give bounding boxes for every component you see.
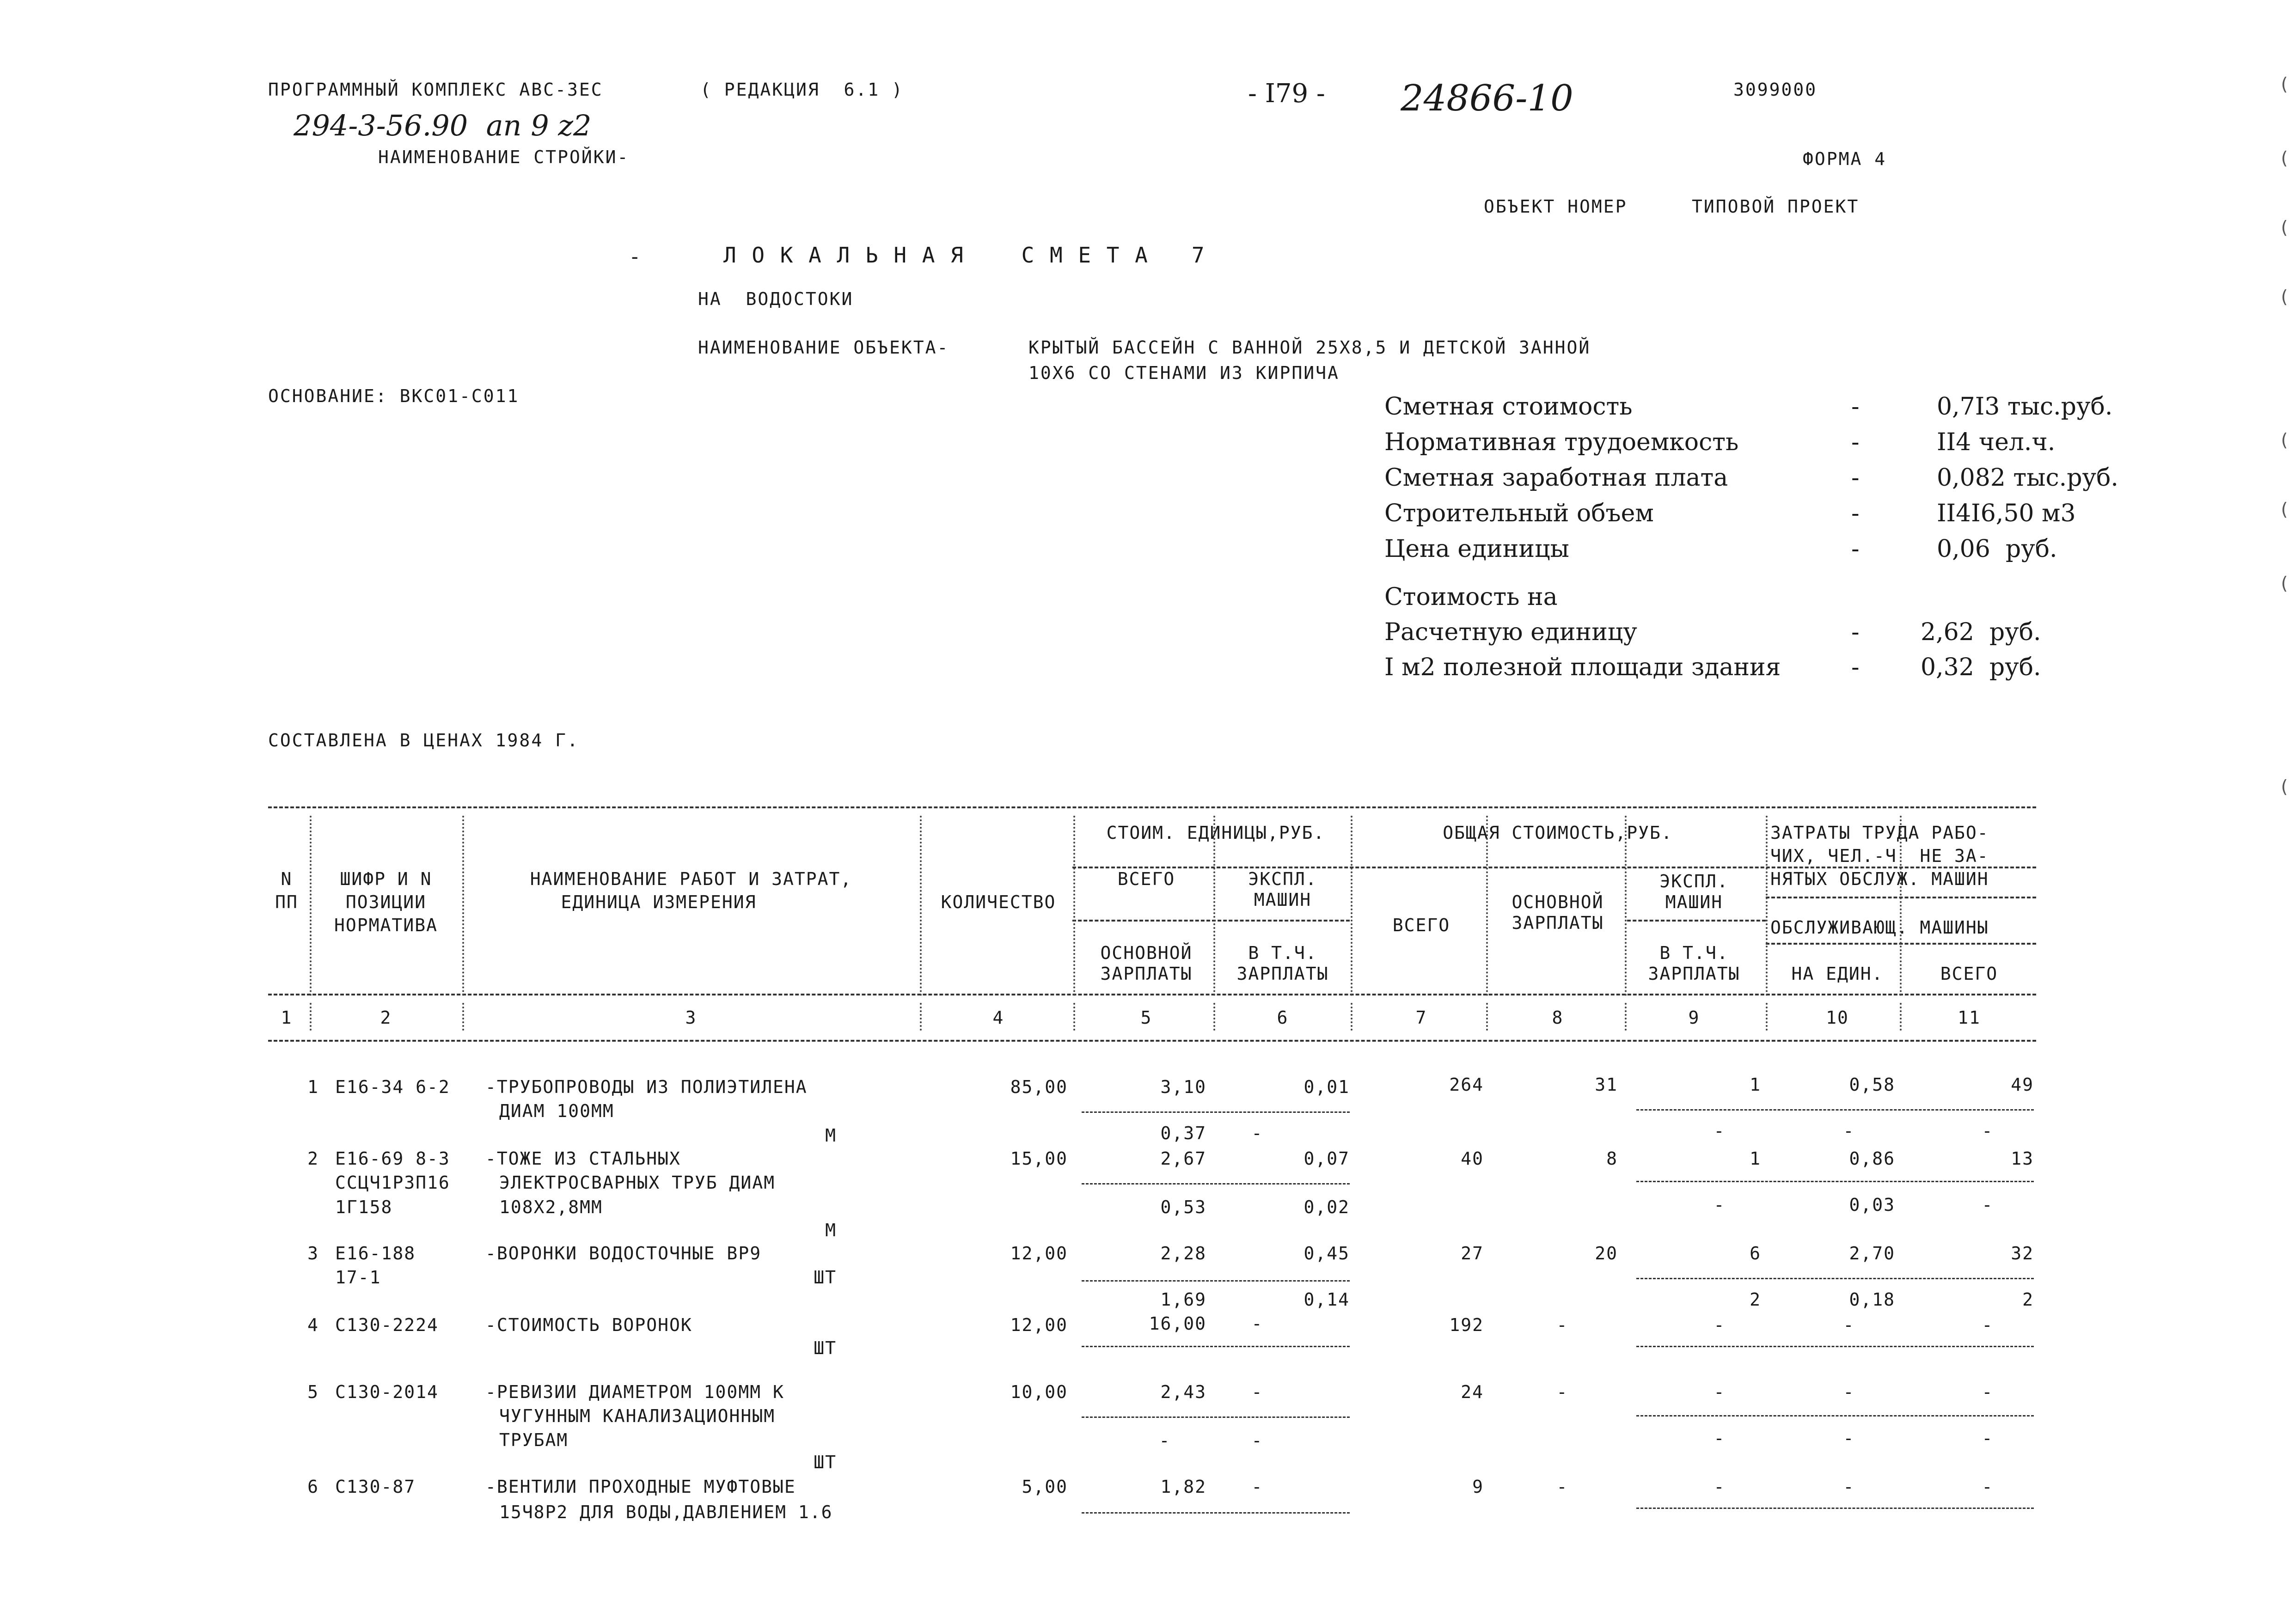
construction-label: НАИМЕНОВАНИЕ СТРОЙКИ- bbox=[378, 147, 630, 167]
row-labor-total: 13 bbox=[2011, 1148, 2034, 1169]
row-name: -ВОРОНКИ ВОДОСТОЧНЫЕ ВР9 bbox=[485, 1243, 762, 1264]
summary-label: I м2 полезной площади здания bbox=[1384, 653, 1781, 681]
summary-dash: - bbox=[1851, 500, 1860, 527]
row-unit-total: 2,43 bbox=[1160, 1382, 1206, 1402]
row-divider bbox=[1636, 1109, 2034, 1111]
column-separator bbox=[1766, 816, 1768, 996]
row-unit: М bbox=[825, 1220, 837, 1240]
row-unit-total: 3,10 bbox=[1160, 1077, 1206, 1097]
column-number: 6 bbox=[1277, 1007, 1289, 1028]
summary-value: 2,62 руб. bbox=[1921, 618, 2041, 646]
header-divider bbox=[1072, 920, 1350, 922]
row-divider bbox=[1636, 1508, 2034, 1509]
row-machines: 1 bbox=[1750, 1075, 1761, 1095]
row-quantity: 5,00 bbox=[1022, 1477, 1068, 1497]
row-machines: 1 bbox=[1750, 1148, 1761, 1169]
row-quantity: 85,00 bbox=[1010, 1077, 1068, 1097]
scan-mark: ( bbox=[2279, 287, 2291, 307]
row-code: Е16-69 8-3 bbox=[335, 1148, 450, 1169]
row-unit-total: 2,67 bbox=[1160, 1148, 1206, 1169]
summary-label: Расчетную единицу bbox=[1384, 618, 1637, 646]
column-separator bbox=[1073, 1003, 1075, 1031]
row-unit-machines: 0,07 bbox=[1304, 1148, 1350, 1169]
row-total: 24 bbox=[1461, 1382, 1484, 1402]
row-labor-unit: - bbox=[1843, 1477, 1855, 1497]
row-divider bbox=[1636, 1415, 2034, 1416]
row-serving-unit: - bbox=[1843, 1428, 1855, 1448]
row-labor-unit: 2,70 bbox=[1849, 1243, 1895, 1264]
row-labor-unit: 0,86 bbox=[1849, 1148, 1895, 1169]
row-incl-salary: - bbox=[1714, 1121, 1726, 1141]
row-number: 3 bbox=[307, 1243, 319, 1264]
estimate-subject: НА ВОДОСТОКИ bbox=[698, 289, 854, 309]
row-unit-total: 2,28 bbox=[1160, 1243, 1206, 1264]
summary-label: Нормативная трудоемкость bbox=[1384, 428, 1739, 456]
document-code: 3099000 bbox=[1733, 79, 1818, 100]
row-unit-incl-salary: 0,02 bbox=[1304, 1197, 1350, 1217]
row-labor-unit: - bbox=[1843, 1382, 1855, 1402]
header-divider bbox=[1627, 920, 1766, 922]
row-quantity: 12,00 bbox=[1010, 1315, 1068, 1335]
header-incl: В Т.Ч. bbox=[1659, 943, 1729, 963]
scan-mark: ( bbox=[2279, 74, 2291, 94]
row-labor-total: 32 bbox=[2011, 1243, 2034, 1264]
summary-label: Сметная стоимость bbox=[1384, 393, 1633, 421]
row-quantity: 10,00 bbox=[1010, 1382, 1068, 1402]
column-separator bbox=[920, 1003, 922, 1031]
column-number: 1 bbox=[281, 1007, 293, 1028]
column-number: 4 bbox=[992, 1007, 1004, 1028]
summary-dash: - bbox=[1851, 464, 1860, 492]
header-salary: ЗАРПЛАТЫ bbox=[1100, 964, 1193, 984]
column-separator bbox=[1351, 1003, 1353, 1031]
scan-mark: ( bbox=[2279, 148, 2291, 168]
row-basic-salary: 8 bbox=[1606, 1148, 1618, 1169]
summary-dash: - bbox=[1851, 653, 1860, 681]
row-basic-salary: - bbox=[1556, 1382, 1568, 1402]
handwritten-project-number: 294-3-56.90 an 9 z2 bbox=[294, 109, 592, 142]
column-number: 5 bbox=[1140, 1007, 1152, 1028]
row-labor-total: - bbox=[1982, 1477, 1994, 1497]
header-salary: ЗАРПЛАТЫ bbox=[1236, 964, 1329, 984]
object-number-label: ОБЪЕКТ НОМЕР bbox=[1484, 196, 1628, 217]
estimate-title: Л О К А Л Ь Н А Я С М Е Т А 7 bbox=[723, 243, 1206, 268]
column-separator bbox=[1900, 1003, 1902, 1031]
summary-value: II4I6,50 м3 bbox=[1937, 500, 2076, 527]
header-basic: ОСНОВНОЙ bbox=[1100, 943, 1193, 963]
row-unit: ШТ bbox=[814, 1267, 837, 1288]
scan-mark: ( bbox=[2279, 217, 2291, 238]
summary-dash: - bbox=[1851, 393, 1860, 421]
column-separator bbox=[1351, 816, 1353, 996]
summary-value: 0,082 тыс.руб. bbox=[1937, 464, 2118, 492]
row-unit-incl-salary: - bbox=[1251, 1123, 1263, 1143]
column-number: 11 bbox=[1958, 1007, 1981, 1028]
summary-label: Сметная заработная плата bbox=[1384, 464, 1728, 492]
page-number: - I79 - bbox=[1248, 79, 1325, 109]
row-unit-basic-salary: 0,37 bbox=[1160, 1123, 1206, 1143]
header-per-unit: НА ЕДИН. bbox=[1791, 964, 1884, 984]
row-code: Е16-188 bbox=[335, 1243, 416, 1264]
row-divider bbox=[1636, 1278, 2034, 1279]
row-unit-machines: 0,01 bbox=[1304, 1077, 1350, 1097]
row-basic-salary: 20 bbox=[1595, 1243, 1618, 1264]
summary-dash: - bbox=[1851, 618, 1860, 646]
row-unit-machines: - bbox=[1251, 1313, 1263, 1334]
header-incl-salary: ЗАРПЛАТЫ bbox=[1648, 964, 1740, 984]
header-total: ВСЕГО bbox=[1117, 869, 1175, 889]
prices-note: СОСТАВЛЕНА В ЦЕНАХ 1984 Г. bbox=[268, 730, 579, 751]
row-divider bbox=[1636, 1181, 2034, 1182]
header-labor: ЧИХ, ЧЕЛ.-Ч НЕ ЗА- bbox=[1770, 846, 1989, 866]
row-name: ЧУГУННЫМ КАНАЛИЗАЦИОННЫМ bbox=[499, 1406, 776, 1426]
row-number: 5 bbox=[307, 1382, 319, 1402]
summary-dash: - bbox=[1851, 535, 1860, 563]
scan-mark: ( bbox=[2279, 499, 2291, 519]
row-labor-unit: 0,58 bbox=[1849, 1075, 1895, 1095]
row-name: 108Х2,8ММ bbox=[499, 1197, 603, 1217]
row-labor-unit: - bbox=[1843, 1315, 1855, 1335]
header-code: ШИФР И N bbox=[340, 869, 432, 889]
row-name: 15Ч8Р2 ДЛЯ ВОДЫ,ДАВЛЕНИЕМ 1.6 bbox=[499, 1502, 833, 1522]
row-quantity: 15,00 bbox=[1010, 1148, 1068, 1169]
header-bottom-border bbox=[268, 994, 2036, 995]
row-machines: - bbox=[1714, 1382, 1726, 1402]
column-separator bbox=[310, 816, 312, 996]
row-code: 1Г158 bbox=[335, 1197, 393, 1217]
row-divider bbox=[1636, 1346, 2034, 1347]
column-number: 3 bbox=[685, 1007, 697, 1028]
program-complex: ПРОГРАММНЫЙ КОМПЛЕКС АВС-3ЕС bbox=[268, 79, 603, 100]
header-machines: МАШИН bbox=[1665, 892, 1723, 912]
row-machines: - bbox=[1714, 1315, 1726, 1335]
column-separator bbox=[1073, 816, 1075, 996]
header-total-cost: ОБЩАЯ СТОИМОСТЬ,РУБ. bbox=[1443, 823, 1673, 843]
column-separator bbox=[462, 816, 464, 996]
row-code: С130-2014 bbox=[335, 1382, 439, 1402]
summary-value: 0,06 руб. bbox=[1937, 535, 2057, 563]
row-serving-total: - bbox=[1982, 1121, 1994, 1141]
row-unit-basic-salary: - bbox=[1159, 1430, 1171, 1451]
summary-label: Цена единицы bbox=[1384, 535, 1569, 563]
row-serving-unit: - bbox=[1843, 1121, 1855, 1141]
column-separator bbox=[920, 816, 922, 996]
basis: ОСНОВАНИЕ: ВКС01-С011 bbox=[268, 386, 520, 406]
column-number: 8 bbox=[1552, 1007, 1564, 1028]
row-serving-total: - bbox=[1982, 1195, 1994, 1215]
column-separator bbox=[310, 1003, 312, 1031]
typical-project-label: ТИПОВОЙ ПРОЕКТ bbox=[1692, 196, 1860, 217]
column-number: 10 bbox=[1826, 1007, 1849, 1028]
column-separator bbox=[1213, 1003, 1215, 1031]
column-separator bbox=[1625, 816, 1627, 996]
row-divider bbox=[1082, 1346, 1350, 1347]
row-incl-salary: 2 bbox=[1750, 1289, 1761, 1310]
row-unit-total: 16,00 bbox=[1149, 1313, 1206, 1334]
row-machines: - bbox=[1714, 1477, 1726, 1497]
column-separator bbox=[1625, 1003, 1627, 1031]
row-divider bbox=[1082, 1512, 1350, 1514]
row-unit-machines: 0,45 bbox=[1304, 1243, 1350, 1264]
row-unit: М bbox=[825, 1125, 837, 1146]
row-name: ЭЛЕКТРОСВАРНЫХ ТРУБ ДИАМ bbox=[499, 1172, 776, 1193]
row-total: 27 bbox=[1461, 1243, 1484, 1264]
row-number: 1 bbox=[307, 1077, 319, 1097]
column-number: 7 bbox=[1415, 1007, 1427, 1028]
column-separator bbox=[1486, 816, 1488, 996]
row-number: 2 bbox=[307, 1148, 319, 1169]
header-machines: МАШИН bbox=[1254, 890, 1312, 910]
summary-unit-heading: Стоимость на bbox=[1384, 583, 1558, 611]
header-labor: НЯТЫХ ОБСЛУЖ. МАШИН bbox=[1770, 869, 1989, 889]
row-machines: 6 bbox=[1750, 1243, 1761, 1264]
row-total: 264 bbox=[1449, 1075, 1484, 1095]
row-number: 4 bbox=[307, 1315, 319, 1335]
header-quantity: КОЛИЧЕСТВО bbox=[941, 892, 1056, 912]
row-total: 40 bbox=[1461, 1148, 1484, 1169]
header-basic-salary: ОСНОВНОЙ bbox=[1512, 892, 1604, 912]
header-name: ЕДИНИЦА ИЗМЕРЕНИЯ bbox=[561, 892, 757, 912]
row-code: С130-87 bbox=[335, 1477, 416, 1497]
object-name-line-1: КРЫТЫЙ БАССЕЙН С ВАННОЙ 25Х8,5 И ДЕТСКОЙ ЗАННОЙ bbox=[1028, 337, 1591, 358]
row-name: -ВЕНТИЛИ ПРОХОДНЫЕ МУФТОВЫЕ bbox=[485, 1477, 796, 1497]
header-n: N bbox=[281, 869, 293, 889]
row-name: -ТРУБОПРОВОДЫ ИЗ ПОЛИЭТИЛЕНА bbox=[485, 1077, 808, 1097]
row-total: 192 bbox=[1449, 1315, 1484, 1335]
row-divider bbox=[1082, 1111, 1350, 1113]
header-total: ВСЕГО bbox=[1392, 915, 1450, 935]
column-separator bbox=[1766, 1003, 1768, 1031]
column-number-border bbox=[268, 1040, 2036, 1042]
row-code: ССЦЧ1Р3П16 bbox=[335, 1172, 450, 1193]
title-dash: - bbox=[629, 245, 643, 269]
row-name: -СТОИМОСТЬ ВОРОНОК bbox=[485, 1315, 692, 1335]
row-unit-basic-salary: 0,53 bbox=[1160, 1197, 1206, 1217]
summary-dash: - bbox=[1851, 428, 1860, 456]
row-code: 17-1 bbox=[335, 1267, 381, 1288]
header-code: ПОЗИЦИИ bbox=[345, 892, 427, 912]
scan-mark: ( bbox=[2279, 430, 2291, 450]
header-expl: ЭКСПЛ. bbox=[1659, 871, 1729, 891]
row-divider bbox=[1082, 1416, 1350, 1418]
row-serving-total: 2 bbox=[2022, 1289, 2034, 1310]
row-number: 6 bbox=[307, 1477, 319, 1497]
column-number: 2 bbox=[380, 1007, 392, 1028]
scan-mark: ( bbox=[2279, 776, 2291, 797]
column-separator bbox=[1486, 1003, 1488, 1031]
header-divider bbox=[1072, 867, 2036, 868]
summary-value: II4 чел.ч. bbox=[1937, 428, 2056, 456]
row-basic-salary: 31 bbox=[1595, 1075, 1618, 1095]
row-serving-unit: 0,03 bbox=[1849, 1195, 1895, 1215]
row-basic-salary: - bbox=[1556, 1315, 1568, 1335]
row-name: -ТОЖЕ ИЗ СТАЛЬНЫХ bbox=[485, 1148, 681, 1169]
row-labor-total: 49 bbox=[2011, 1075, 2034, 1095]
row-divider bbox=[1082, 1280, 1350, 1282]
header-labor: ЗАТРАТЫ ТРУДА РАБО- bbox=[1770, 823, 1989, 843]
row-unit-basic-salary: 1,69 bbox=[1160, 1289, 1206, 1310]
row-incl-salary: - bbox=[1714, 1428, 1726, 1448]
row-labor-total: - bbox=[1982, 1382, 1994, 1402]
row-unit-incl-salary: - bbox=[1251, 1430, 1263, 1451]
row-incl-salary: - bbox=[1714, 1195, 1726, 1215]
header-code: НОРМАТИВА bbox=[334, 915, 438, 935]
row-unit-machines: - bbox=[1251, 1382, 1263, 1402]
summary-value: 0,32 руб. bbox=[1921, 653, 2041, 681]
column-separator bbox=[462, 1003, 464, 1031]
header-all: ВСЕГО bbox=[1940, 964, 1998, 984]
row-unit: ШТ bbox=[814, 1452, 837, 1472]
row-unit-total: 1,82 bbox=[1160, 1477, 1206, 1497]
object-label: НАИМЕНОВАНИЕ ОБЪЕКТА- bbox=[698, 337, 949, 358]
header-name: НАИМЕНОВАНИЕ РАБОТ И ЗАТРАТ, bbox=[530, 869, 852, 889]
header-expl: ЭКСПЛ. bbox=[1248, 869, 1317, 889]
row-serving-unit: 0,18 bbox=[1849, 1289, 1895, 1310]
row-total: 9 bbox=[1472, 1477, 1484, 1497]
edition: ( РЕДАКЦИЯ 6.1 ) bbox=[700, 79, 904, 100]
header-pp: ПП bbox=[275, 892, 298, 912]
row-code: Е16-34 6-2 bbox=[335, 1077, 450, 1097]
summary-value: 0,7I3 тыс.руб. bbox=[1937, 393, 2113, 421]
summary-label: Строительный объем bbox=[1384, 500, 1654, 527]
table-top-border bbox=[268, 806, 2036, 808]
row-labor-total: - bbox=[1982, 1315, 1994, 1335]
handwritten-document-number: 24866-10 bbox=[1401, 78, 1573, 119]
header-serving: ОБСЛУЖИВАЮЩ. МАШИНЫ bbox=[1770, 917, 1989, 938]
header-basic-salary: ЗАРПЛАТЫ bbox=[1512, 913, 1604, 933]
column-separator bbox=[1213, 816, 1215, 996]
object-name-line-2: 10Х6 СО СТЕНАМИ ИЗ КИРПИЧА bbox=[1028, 363, 1340, 383]
column-number: 9 bbox=[1688, 1007, 1700, 1028]
form-number: ФОРМА 4 bbox=[1803, 149, 1887, 169]
row-unit-machines: - bbox=[1251, 1477, 1263, 1497]
row-name: -РЕВИЗИИ ДИАМЕТРОМ 100ММ К bbox=[485, 1382, 784, 1402]
row-unit: ШТ bbox=[814, 1338, 837, 1358]
row-basic-salary: - bbox=[1556, 1477, 1568, 1497]
header-incl: В Т.Ч. bbox=[1248, 943, 1317, 963]
row-quantity: 12,00 bbox=[1010, 1243, 1068, 1264]
row-code: С130-2224 bbox=[335, 1315, 439, 1335]
row-name: ДИАМ 100ММ bbox=[499, 1101, 614, 1121]
row-serving-total: - bbox=[1982, 1428, 1994, 1448]
scan-mark: ( bbox=[2279, 573, 2291, 593]
header-unit-cost: СТОИМ. ЕДИНИЦЫ,РУБ. bbox=[1106, 823, 1325, 843]
row-divider bbox=[1082, 1183, 1350, 1184]
row-name: ТРУБАМ bbox=[499, 1430, 569, 1450]
column-separator bbox=[1900, 816, 1902, 996]
row-unit-incl-salary: 0,14 bbox=[1304, 1289, 1350, 1310]
